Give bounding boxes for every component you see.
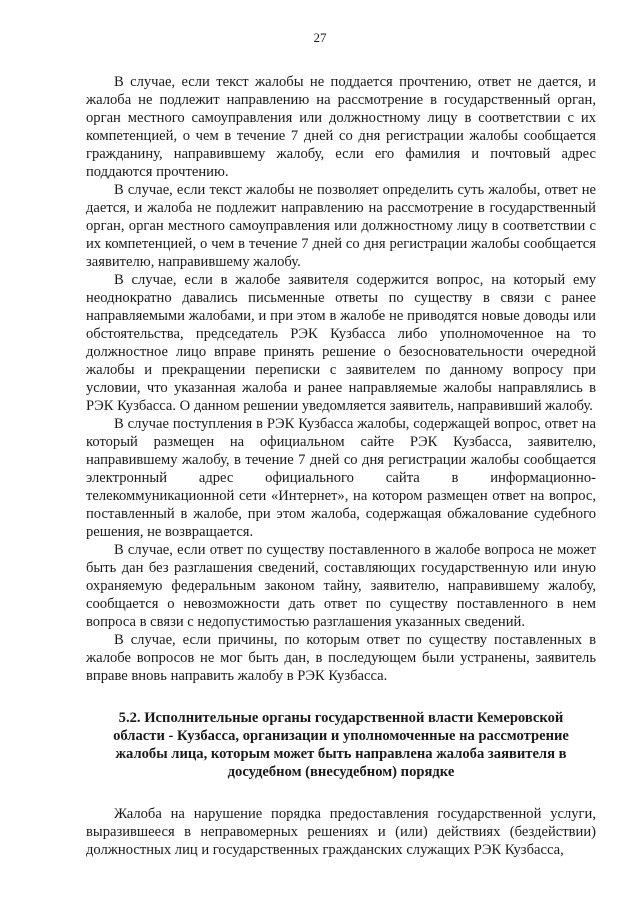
paragraph: В случае, если ответ по существу поставленного в жалобе вопроса не может быть дан без разглашения сведений, составляющих государственную или иную охраняемую федеральным законом тайну, заявителю, направившему жалобу, сообщается о невозможности дать ответ по существу поставленного в нем вопроса в связи с недопустимостью разглашения указанных сведений. <box>86 542 596 630</box>
page-number: 27 <box>313 30 327 45</box>
section-heading: 5.2. Исполнительные органы государственной власти Кемеровской области - Кузбасса, организации и уполномоченные на рассмотрение жалобы лица, которым может быть направлена жалоба заявителя в досудебном (внесудебном) порядке <box>113 710 569 780</box>
paragraph: В случае, если в жалобе заявителя содержится вопрос, на который ему неоднократно давались письменные ответы по существу в связи с ранее направляемыми жалобами, и при этом в жалобе не приводятся новые доводы или обстоятельства, председатель РЭК Кузбасса либо уполномоченное на то должностное лицо вправе принять решение о безосновательности очередной жалобы и прекращении переписки с заявителем по данному вопросу при условии, что указанная жалоба и ранее направляемые жалобы направлялись в РЭК Кузбасса. О данном решении уведомляется заявитель, направивший жалобу. <box>86 272 596 414</box>
paragraph: В случае, если текст жалобы не поддается прочтению, ответ не дается, и жалоба не подлежит направлению на рассмотрение в государственный орган, орган местного самоуправления или должностному лицу в соответствии с их компетенцией, о чем в течение 7 дней со дня регистрации жалобы сообщается гражданину, направившему жалобу, если его фамилия и почтовый адрес поддаются прочтению. <box>86 74 596 180</box>
paragraphs-before <box>86 73 596 685</box>
document-body <box>86 73 596 859</box>
paragraph: В случае поступления в РЭК Кузбасса жалобы, содержащей вопрос, ответ на который размещен на официальном сайте РЭК Кузбасса, заявителю, направившему жалобу, в течение 7 дней со дня регистрации жалобы сообщается электронный адрес официального сайта в информационно-телекоммуникационной сети «Интернет», на котором размещен ответ на вопрос, поставленный в жалобе, при этом жалоба, содержащая обжалование судебного решения, не возвращается. <box>86 416 596 540</box>
paragraph: Жалоба на нарушение порядка предоставления государственной услуги, выразившееся в неправомерных решениях и (или) действиях (бездействии) должностных лиц и государственных гражданских служащих РЭК Кузбасса, <box>86 806 596 858</box>
paragraph: В случае, если причины, по которым ответ по существу поставленных в жалобе вопросов не мог быть дан, в последующем были устранены, заявитель вправе вновь направить жалобу в РЭК Кузбасса. <box>86 632 596 684</box>
paragraph: В случае, если текст жалобы не позволяет определить суть жалобы, ответ не дается, и жалоба не подлежит направлению на рассмотрение в государственный орган, орган местного самоуправления или должностному лицу в соответствии с их компетенцией, о чем в течение 7 дней со дня регистрации жалобы сообщается заявителю, направившему жалобу. <box>86 182 596 270</box>
paragraphs-after <box>86 805 596 859</box>
